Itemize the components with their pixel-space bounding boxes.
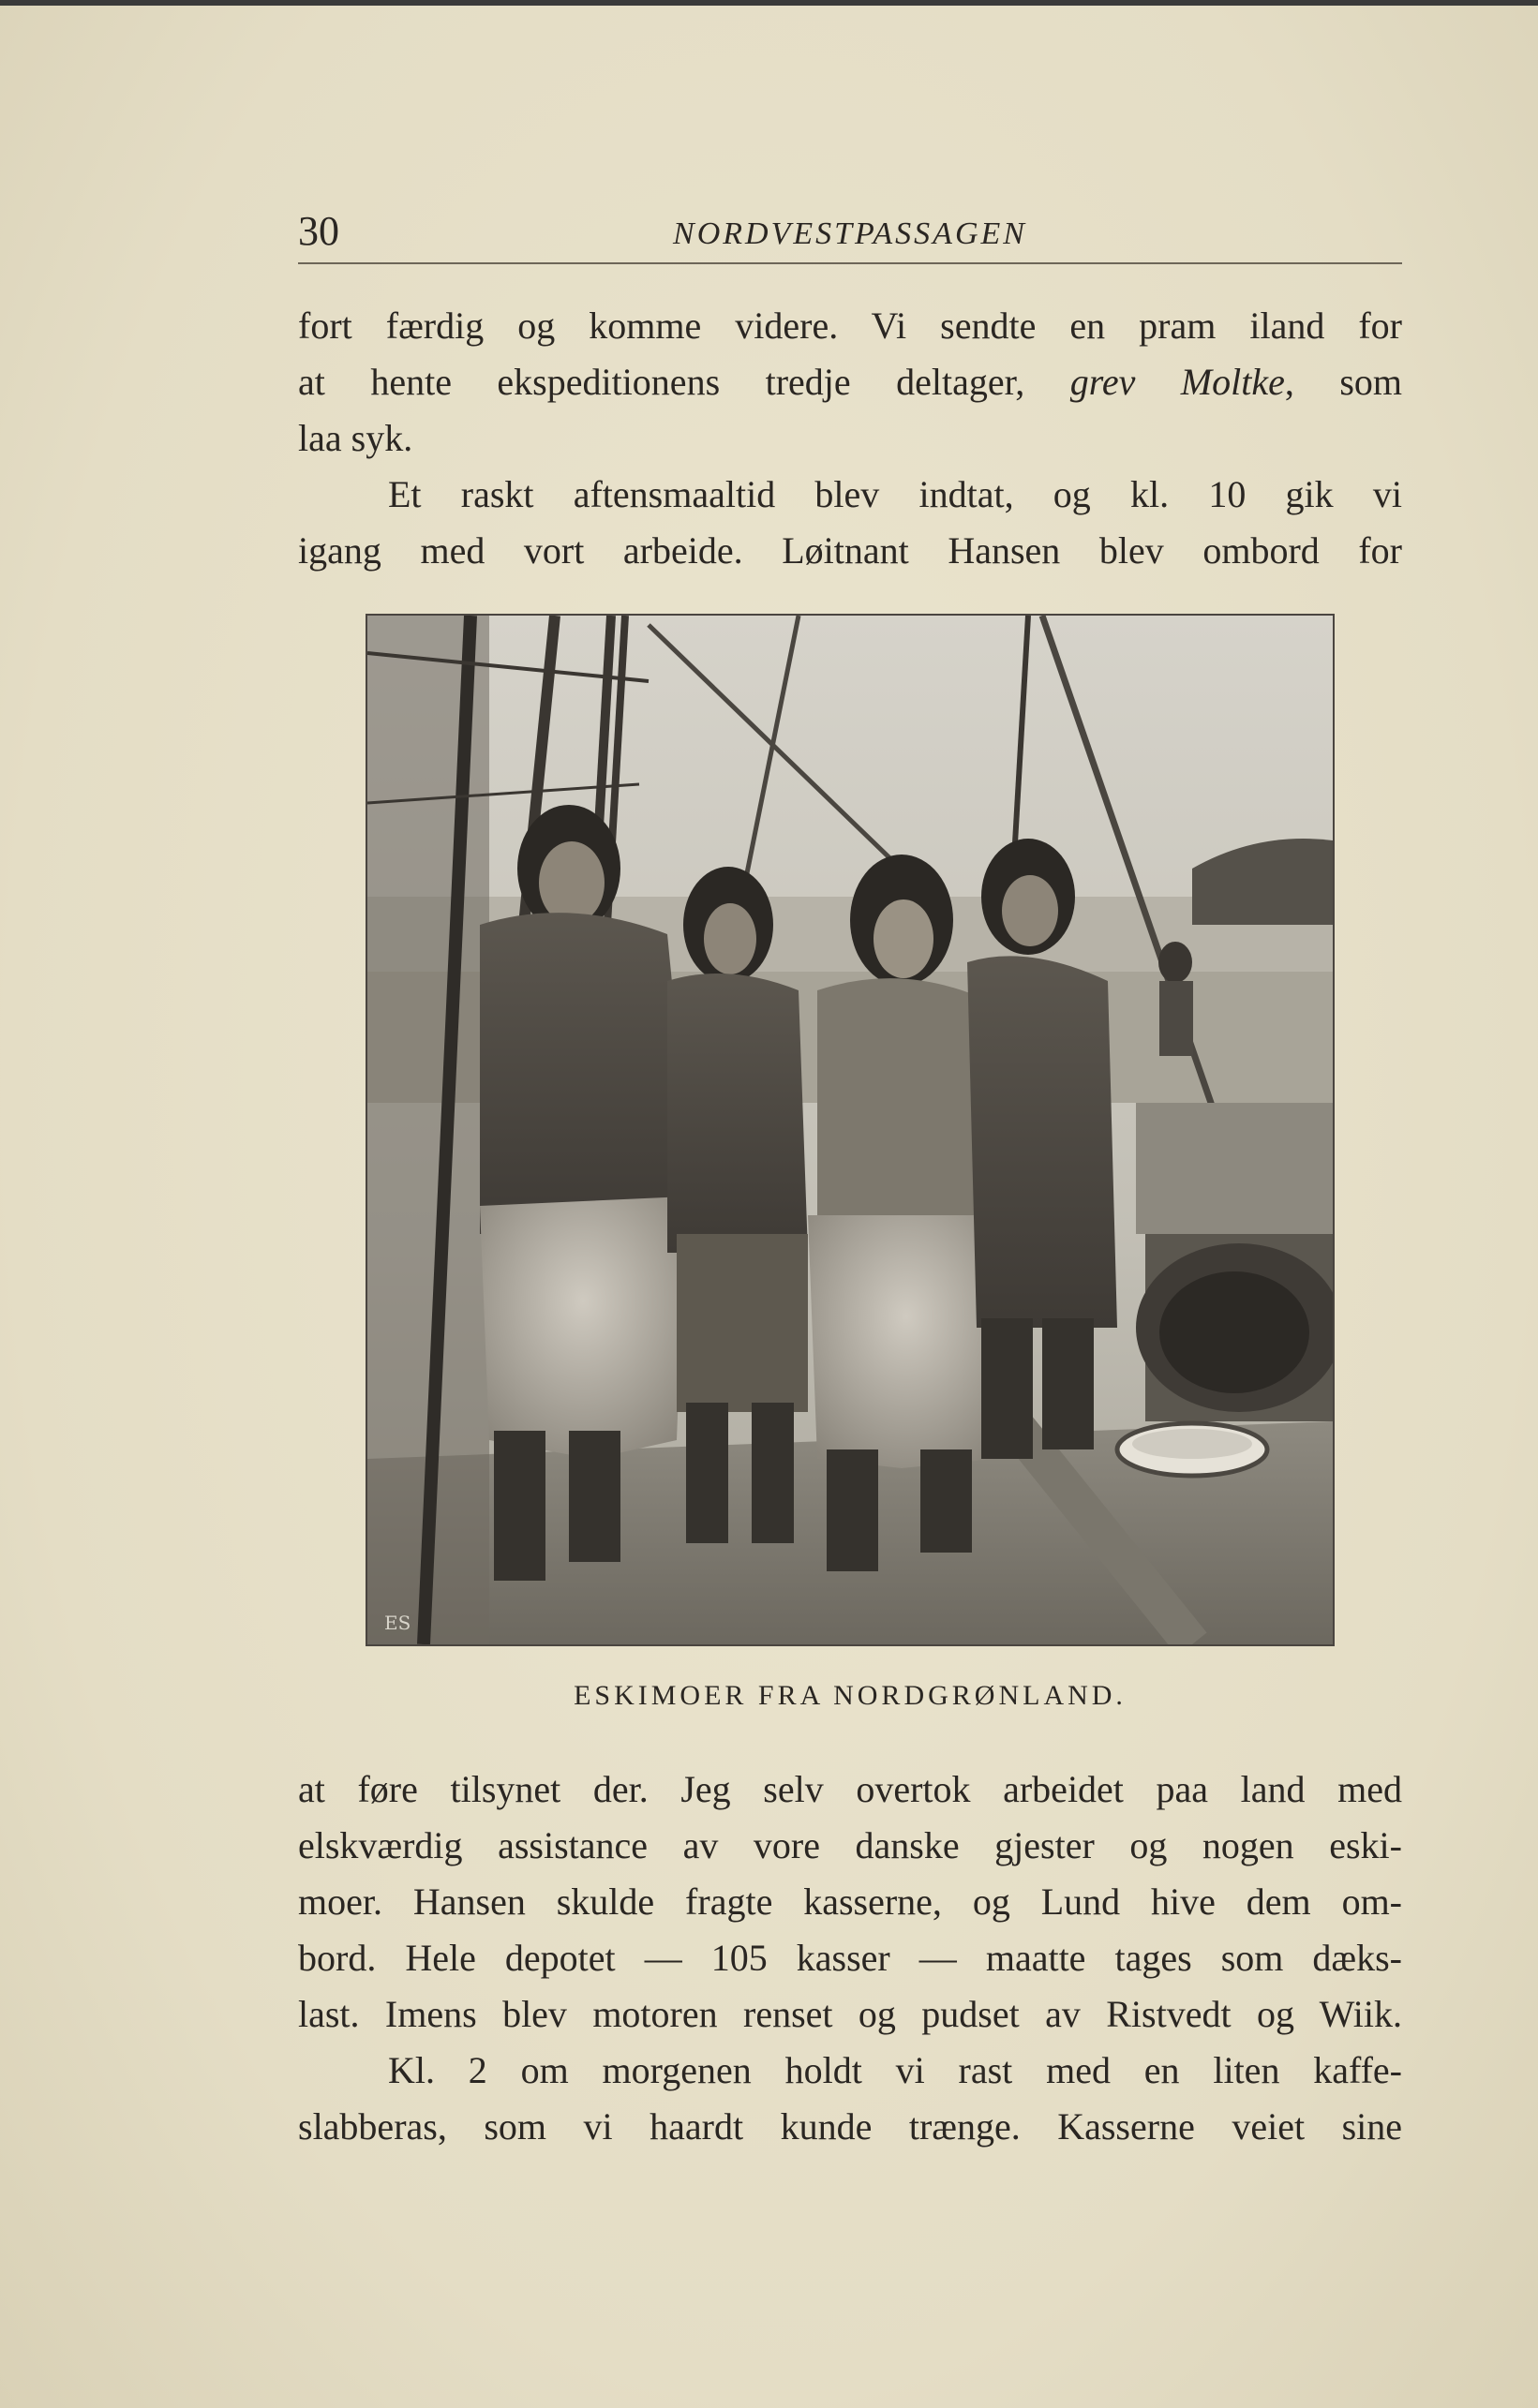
figure-caption: ESKIMOER FRA NORDGRØNLAND. — [574, 1680, 1127, 1711]
text-line: last. Imens blev motoren renset og pudset av Ristvedt og Wiik. — [298, 1993, 1402, 2035]
text-line: Kl. 2 om morgenen holdt vi rast med en liten kaffe- — [388, 2049, 1402, 2091]
photograph-eskimos — [366, 614, 1335, 1646]
running-head: NORDVESTPASSAGEN — [673, 216, 1027, 251]
scan-edge — [0, 0, 1538, 6]
text-block-bottom — [298, 1761, 1402, 2155]
text-line: at hente ekspeditionens tredje deltager, grev Moltke, som — [298, 361, 1402, 403]
text-line: slabberas, som vi haardt kunde trænge. Kasserne veiet sine — [298, 2105, 1402, 2148]
italic-name: grev Moltke — [1069, 361, 1285, 403]
text-line: igang med vort arbeide. Løitnant Hansen blev ombord for — [298, 529, 1402, 572]
photo-monogram: ES — [384, 1612, 411, 1634]
page-header — [298, 204, 1402, 264]
text-line: Et raskt aftensmaaltid blev indtat, og kl. 10 gik vi — [388, 473, 1402, 515]
text-line: laa syk. — [298, 417, 413, 459]
photo-illustration — [367, 616, 1333, 1644]
page-number: 30 — [298, 208, 339, 254]
text-line: at føre tilsynet der. Jeg selv overtok arbeidet paa land med — [298, 1768, 1402, 1810]
text-line: fort færdig og komme videre. Vi sendte en pram iland for — [298, 305, 1402, 347]
text-line: moer. Hansen skulde fragte kasserne, og Lund hive dem om- — [298, 1880, 1402, 1923]
text-block-top — [298, 298, 1402, 579]
text-line: elskværdig assistance av vore danske gjester og nogen eski- — [298, 1824, 1402, 1866]
text-line: bord. Hele depotet — 105 kasser — maatte tages som dæks- — [298, 1937, 1402, 1979]
